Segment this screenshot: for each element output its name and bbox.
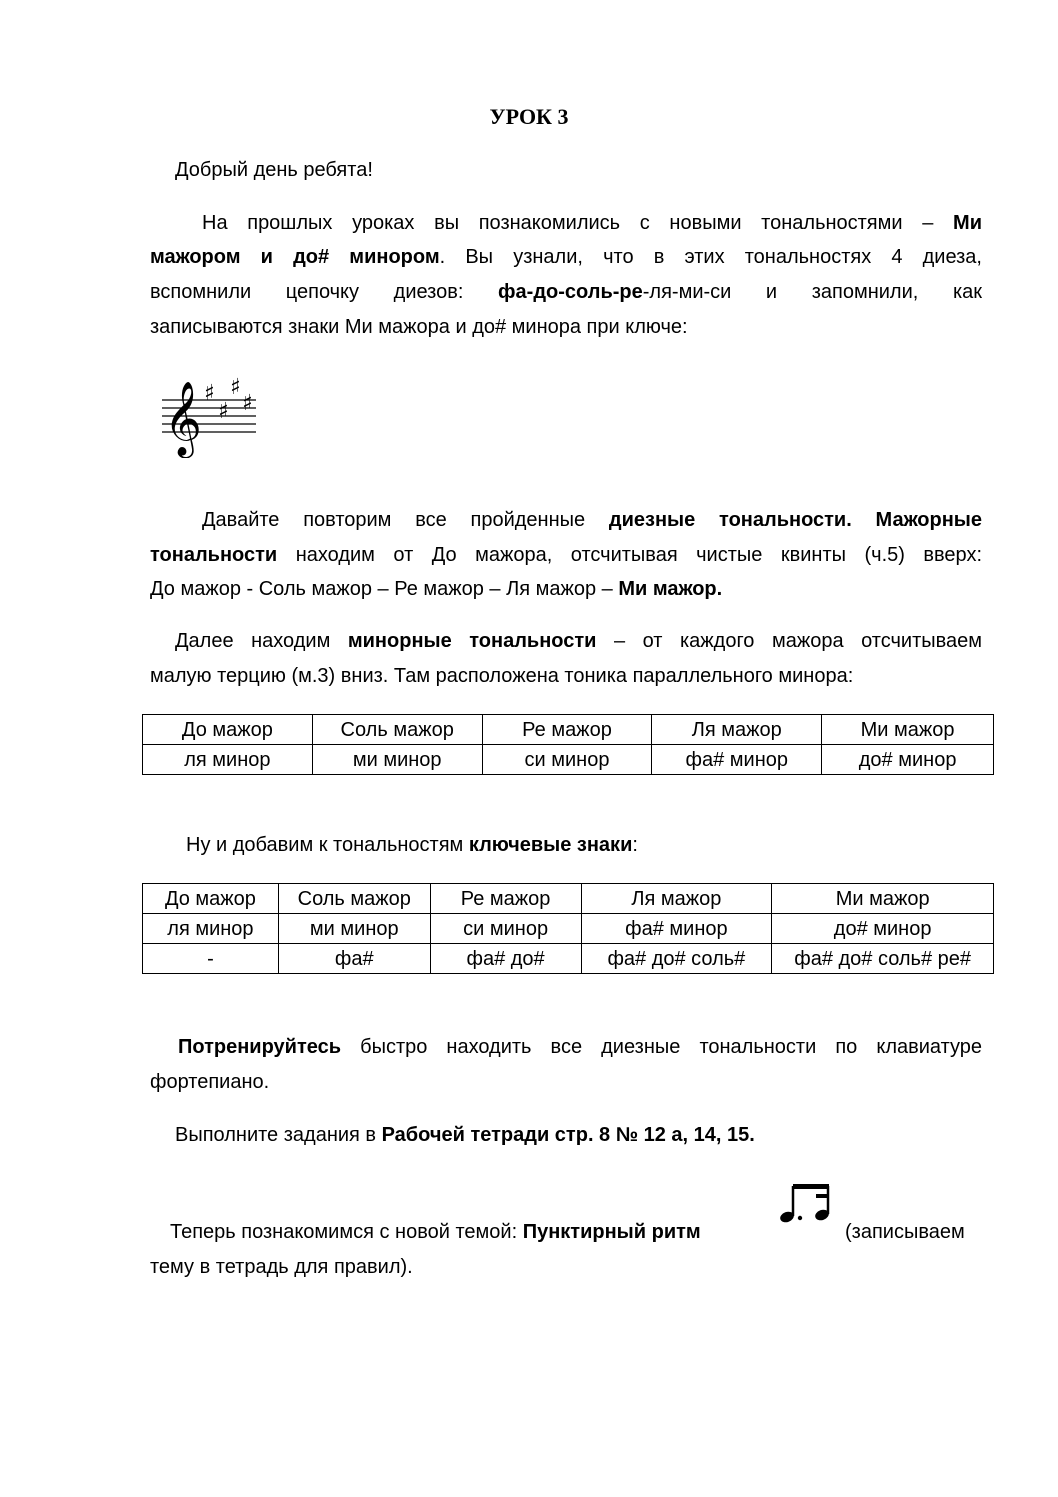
- new-topic-text: (записываем: [845, 1221, 965, 1243]
- table-cell: Ля мажор: [581, 884, 772, 914]
- svg-text:♯: ♯: [230, 375, 241, 400]
- intro-line-3: [150, 278, 982, 307]
- repeat-line-2: [150, 541, 982, 570]
- table-cell: фа# минор: [581, 914, 772, 944]
- minor-line-2: малую терцию (м.3) вниз. Там расположена тоника параллельного минора:: [150, 665, 854, 687]
- homework-bold: Рабочей тетради стр. 8 № 12 а, 14, 15.: [381, 1124, 755, 1146]
- intro-bold: Ми: [953, 212, 982, 234]
- practice-bold: Потренируйтесь: [178, 1036, 342, 1058]
- table-cell: до# минор: [772, 914, 994, 944]
- intro-bold-keys: мажором и до# минором: [150, 246, 440, 268]
- table-row: [143, 745, 994, 775]
- treble-clef-four-sharps-icon: [160, 366, 260, 458]
- table-cell: фа# минор: [652, 745, 822, 775]
- repeat-line-3: [150, 575, 722, 604]
- table-row: [143, 944, 994, 974]
- minor-bold: минорные тональности: [347, 630, 597, 652]
- greeting: Добрый день ребята!: [175, 159, 373, 181]
- practice-line-1: [150, 1033, 982, 1062]
- repeat-line-1: [150, 506, 982, 535]
- table-cell: -: [143, 944, 279, 974]
- practice-text: быстро находить все диезные тональности по клавиатуре: [360, 1036, 983, 1058]
- table-cell: Соль мажор: [278, 884, 430, 914]
- table-cell: ми минор: [278, 914, 430, 944]
- keys-table-2: [142, 883, 994, 974]
- table-cell: Ми мажор: [822, 715, 994, 745]
- repeat-text: Давайте повторим все пройденные: [202, 509, 586, 531]
- new-topic-bold: Пунктирный ритм: [522, 1221, 701, 1243]
- table-cell: Ре мажор: [482, 715, 652, 745]
- repeat-bold: диезные тональности. Мажорные: [608, 509, 982, 531]
- keys-intro: [186, 831, 638, 860]
- keys-text: :: [632, 834, 638, 856]
- svg-text:♯: ♯: [218, 399, 229, 424]
- intro-text: вспомнили цепочку диезов:: [150, 281, 464, 303]
- table-cell: ля минор: [143, 914, 279, 944]
- repeat-bold: тональности: [150, 544, 278, 566]
- sharps-chain: фа-до-соль-ре: [498, 281, 643, 303]
- table-cell: До мажор: [143, 715, 313, 745]
- table-cell: си минор: [430, 914, 581, 944]
- table-row: [143, 715, 994, 745]
- new-topic-line-1: [150, 1218, 982, 1247]
- intro-line-4: записываются знаки Ми мажора и до# минора при ключе:: [150, 316, 688, 338]
- table-cell: Ре мажор: [430, 884, 581, 914]
- intro-text: -ля-ми-си и запомнили, как: [642, 281, 983, 303]
- table-row: [143, 884, 994, 914]
- intro-text: . Вы узнали, что в этих тональностях 4 диеза,: [439, 246, 982, 268]
- minor-text: Далее находим: [175, 630, 331, 652]
- table-cell: ми минор: [312, 745, 482, 775]
- table-cell: фа# до# соль#: [581, 944, 772, 974]
- table-row: [143, 914, 994, 944]
- table-cell: До мажор: [143, 884, 279, 914]
- table-cell: Ми мажор: [772, 884, 994, 914]
- homework-text: Выполните задания в: [175, 1124, 377, 1146]
- table-cell: фа# до# соль# ре#: [772, 944, 994, 974]
- table-cell: Соль мажор: [312, 715, 482, 745]
- table-cell: фа#: [278, 944, 430, 974]
- table-cell: до# минор: [822, 745, 994, 775]
- repeat-text: До мажор - Соль мажор – Ре мажор – Ля мажор –: [150, 578, 613, 600]
- intro-text: На прошлых уроках вы познакомились с новыми тональностями –: [202, 212, 934, 234]
- homework: [175, 1121, 755, 1150]
- intro-line-1: [150, 209, 982, 238]
- table-cell: фа# до#: [430, 944, 581, 974]
- svg-text:♯: ♯: [242, 391, 253, 416]
- new-topic-line-2: тему в тетрадь для правил).: [150, 1256, 413, 1278]
- intro-line-2: [150, 243, 982, 272]
- repeat-bold: Ми мажор.: [618, 578, 723, 600]
- minor-text: – от каждого мажора отсчитываем: [613, 630, 982, 652]
- svg-text:♯: ♯: [204, 381, 215, 406]
- keys-table-1: [142, 714, 994, 775]
- table-cell: Ля мажор: [652, 715, 822, 745]
- table-cell: си минор: [482, 745, 652, 775]
- minor-line-1: [150, 627, 982, 656]
- keys-bold: ключевые знаки: [468, 834, 633, 856]
- page-title: УРОК 3: [489, 104, 569, 129]
- repeat-text: находим от До мажора, отсчитывая чистые квинты (ч.5) вверх:: [295, 544, 982, 566]
- new-topic-text: Теперь познакомимся с новой темой:: [170, 1221, 518, 1243]
- svg-text:𝄞: 𝄞: [164, 382, 202, 456]
- practice-line-2: фортепиано.: [150, 1071, 270, 1093]
- keys-text: Ну и добавим к тональностям: [186, 834, 464, 856]
- table-cell: ля минор: [143, 745, 313, 775]
